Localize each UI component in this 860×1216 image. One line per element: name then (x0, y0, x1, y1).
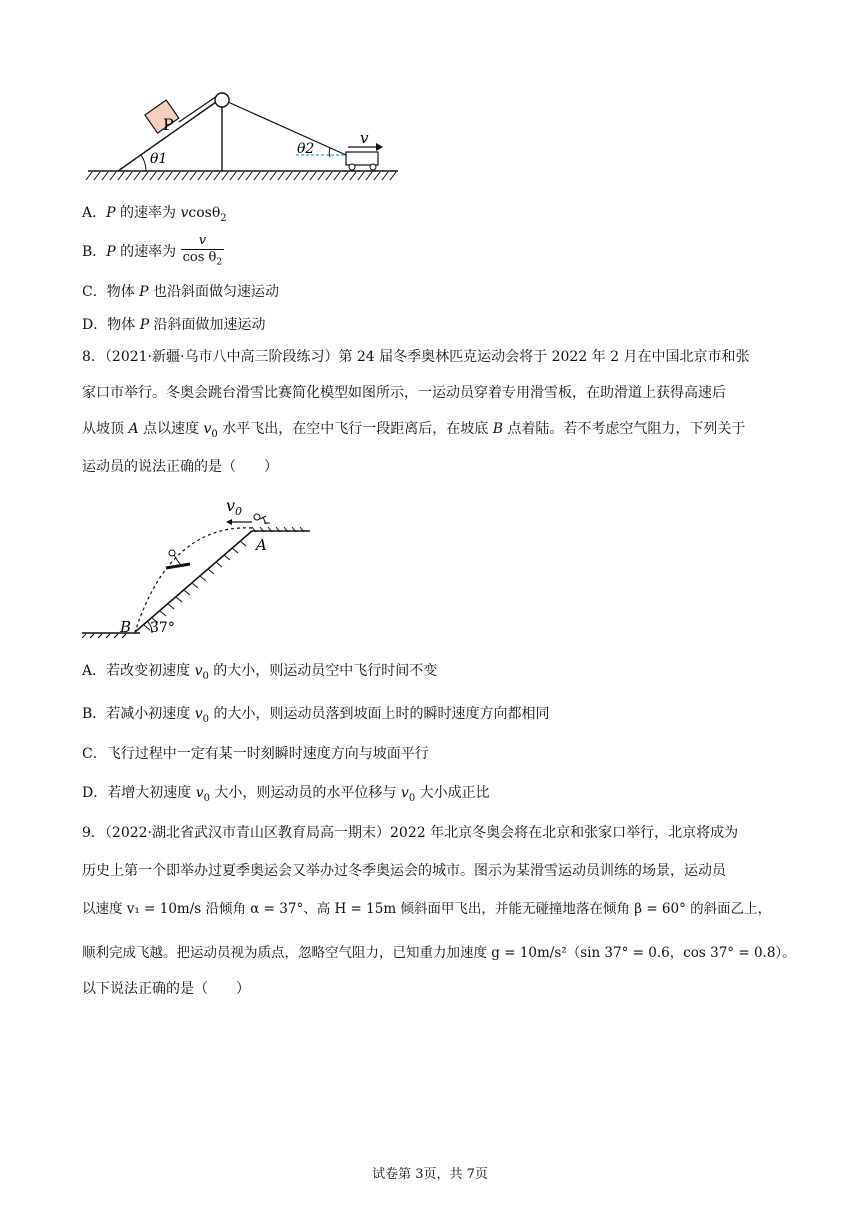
q9-stem-line4: 顺利完成飞越。把运动员视为质点，忽略空气阻力，已知重力加速度 g = 10m/s²（sin 37° = 0.6，cos 37° = 0.8）。 (82, 945, 796, 961)
v0-var: v (203, 421, 212, 437)
v0-var: v (400, 785, 409, 801)
question-number: 9． (82, 825, 105, 841)
q8-option-c[interactable] (82, 744, 429, 764)
q8-stem-line4: 运动员的说法正确的是（ ） (82, 459, 278, 475)
theta1-label: θ1 (150, 151, 168, 167)
option-var: P (139, 317, 150, 333)
option-text: A．若改变初速度 (82, 663, 195, 679)
option-expr: v (180, 205, 189, 221)
q8-option-a[interactable] (82, 661, 437, 687)
fraction-numerator: v (181, 233, 224, 250)
fraction-denominator (181, 250, 224, 271)
q8-option-b[interactable] (82, 704, 550, 730)
option-text: D．若增大初速度 (82, 785, 196, 801)
option-text: 的速率为 (115, 243, 177, 260)
v0-var: v (194, 706, 203, 722)
q8-stem-line3 (82, 419, 745, 445)
q9-stem-line1 (82, 823, 738, 843)
q8-figure (80, 494, 320, 639)
point-b-ref: B (492, 421, 503, 437)
stem-text: 点以速度 (138, 421, 204, 437)
option-text: 沿斜面做加速运动 (149, 317, 266, 333)
option-text: 大小，则运动员的水平位移与 (209, 785, 401, 801)
option-text: 的速率为 (115, 205, 181, 221)
option-sub: 2 (220, 212, 227, 224)
option-text: 的大小，则运动员空中飞行时间不变 (208, 663, 438, 679)
option-text: 大小成正比 (415, 785, 490, 801)
option-prefix: A． (82, 205, 107, 221)
v0-sub: 0 (211, 428, 218, 440)
q7-option-a[interactable] (82, 203, 227, 229)
stem-text: 水平飞出，在空中飞行一段距离后，在坡底 (217, 421, 493, 437)
block-p-label: P (163, 115, 174, 134)
q7-option-d[interactable] (82, 315, 266, 335)
angle-label: 37° (150, 620, 175, 636)
v0-var: v (195, 785, 204, 801)
fraction (181, 233, 224, 271)
q8-stem-line1 (82, 347, 750, 367)
question-source: （2021·新疆·乌市八中高三阶段练习） (104, 349, 339, 365)
q7-option-c[interactable] (82, 282, 279, 302)
option-text: 的大小，则运动员落到坡面上时的瞬时速度方向都相同 (209, 706, 550, 722)
q8-stem-line2: 家口市举行。冬奥会跳台滑雪比赛简化模型如图所示，一运动员穿着专用滑雪板，在助滑道上获得高速后 (82, 385, 726, 401)
q9-stem-line5: 以下说法正确的是（ ） (82, 981, 250, 997)
point-a-label: A (256, 536, 267, 554)
v0-var: v (194, 663, 203, 679)
option-text: C．飞行过程中一定有某一时刻瞬时速度方向与坡面平行 (82, 746, 429, 762)
v0-sub: 0 (203, 792, 210, 804)
point-b-label: B (120, 618, 132, 636)
option-prefix: C．物体 (82, 284, 140, 300)
denominator-sub: 2 (216, 257, 223, 268)
stem-text: 从坡顶 (82, 421, 129, 437)
option-prefix: B． (82, 243, 107, 260)
option-text: B．若减小初速度 (82, 706, 195, 722)
q9-stem-line2: 历史上第一个即举办过夏季奥运会又举办过冬季奥运会的城市。图示为某滑雪运动员训练的场景，运动员 (82, 863, 726, 879)
page-footer: 试卷第 3页，共 7页 (372, 1167, 488, 1182)
theta2-label: θ2 (297, 141, 315, 157)
option-text: 也沿斜面做匀速运动 (148, 284, 280, 300)
q9-stem-line3: 以速度 v₁ = 10m/s 沿倾角 α = 37°、高 H = 15m 倾斜面甲飞出，并能无碰撞地落在倾角 β = 60° 的斜面乙上， (82, 901, 772, 917)
option-prefix: D．物体 (82, 317, 140, 333)
v0-sub: 0 (202, 713, 210, 725)
stem-text: 点着陆。若不考虑空气阻力，下列关于 (502, 421, 746, 437)
option-var: P (139, 284, 149, 300)
v0-sub: 0 (408, 792, 416, 804)
q7-option-b[interactable] (82, 233, 224, 271)
option-expr2: cosθ (188, 205, 221, 221)
option-var: P (106, 205, 116, 221)
question-source: （2022·湖北省武汉市青山区教育局高一期末） (104, 825, 390, 841)
q8-option-d[interactable] (82, 783, 490, 809)
stem-text: 第 24 届冬季奥林匹克运动会将于 2022 年 2 月在中国北京市和张 (338, 349, 750, 365)
v0-sub: 0 (202, 670, 209, 682)
question-number: 8． (82, 349, 105, 365)
velocity-label: v (360, 129, 369, 147)
v0-label: $v_0$ (226, 496, 243, 518)
option-var: P (106, 243, 116, 260)
stem-text: 2022 年北京冬奥会将在北京和张家口举行，北京将成为 (390, 825, 739, 841)
point-a-ref: A (128, 421, 139, 437)
denominator-text: cos θ (182, 250, 217, 265)
q7-figure (84, 85, 404, 185)
